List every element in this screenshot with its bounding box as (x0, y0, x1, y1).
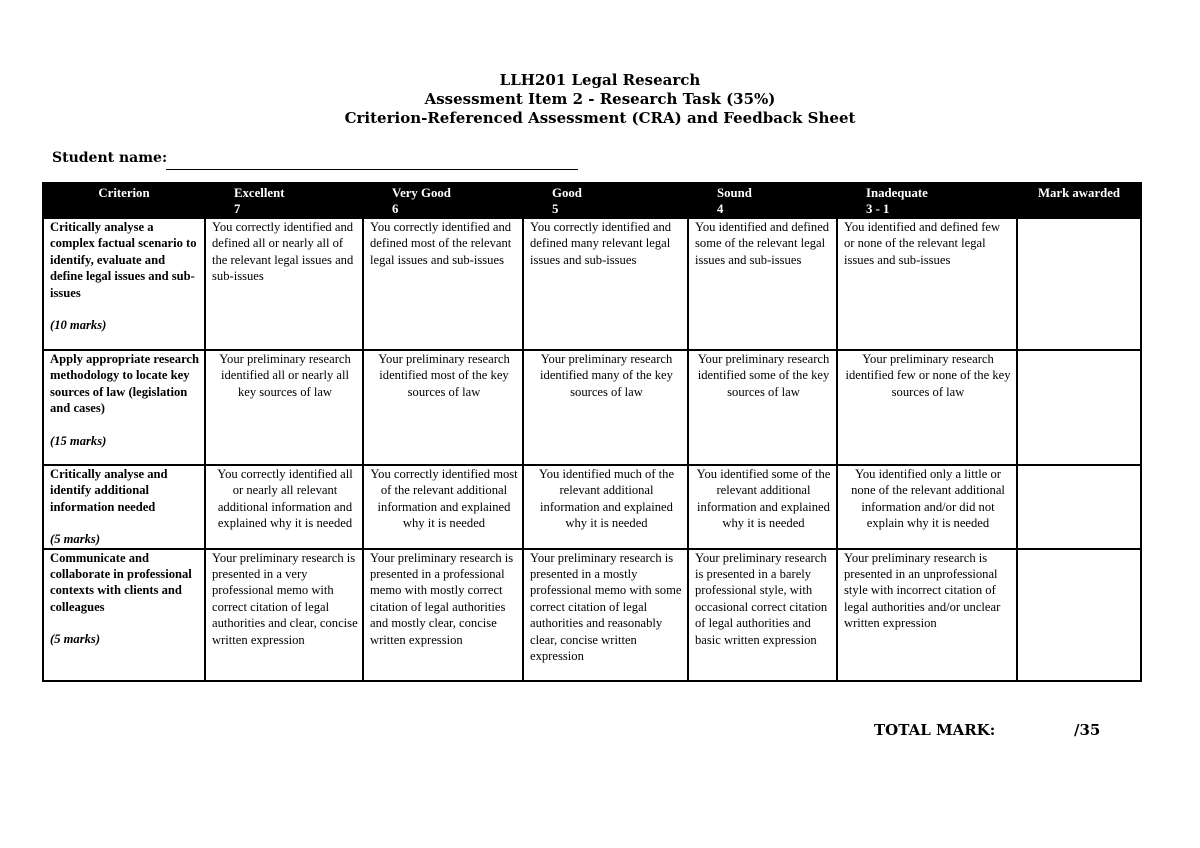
rubric-cell: Your preliminary research is presented in an unprofessional style with incorrect citation of legal authorities and/or unclear written expression (837, 549, 1017, 681)
rubric-cell: You correctly identified and defined most of the relevant legal issues and sub-issues (363, 218, 523, 350)
rubric-cell: Your preliminary research identified all or nearly all key sources of law (205, 350, 363, 465)
mark-awarded-cell[interactable] (1017, 465, 1141, 549)
mark-awarded-cell[interactable] (1017, 549, 1141, 681)
header-criterion: Criterion (43, 183, 205, 218)
rubric-cell: Your preliminary research identified some of the key sources of law (688, 350, 837, 465)
header-inadequate: Inadequate 3 - 1 (837, 183, 1017, 218)
rubric-cell: Your preliminary research is presented in a very professional memo with correct citation of legal authorities and clear, concise written expression (205, 549, 363, 681)
rubric-cell: You correctly identified all or nearly all relevant additional information and explained why it is needed (205, 465, 363, 549)
course-title: LLH201 Legal Research (499, 71, 701, 89)
rubric-cell: Your preliminary research identified few or none of the key sources of law (837, 350, 1017, 465)
rubric-cell: Your preliminary research is presented in a barely professional style, with occasional correct citation of legal authorities and basic written expression (688, 549, 837, 681)
rubric-cell: You identified some of the relevant additional information and explained why it is needed (688, 465, 837, 549)
document-title-block (0, 71, 1200, 128)
header-very-good: Very Good 6 (363, 183, 523, 218)
sheet-title: Criterion-Referenced Assessment (CRA) and Feedback Sheet (344, 109, 856, 127)
mark-awarded-cell[interactable] (1017, 350, 1141, 465)
mark-awarded-cell[interactable] (1017, 218, 1141, 350)
table-row (43, 549, 1141, 681)
rubric-cell: Your preliminary research is presented in a mostly professional memo with some correct citation of legal authorities and reasonably clear, concise written expression (523, 549, 688, 681)
table-row (43, 218, 1141, 350)
table-row (43, 350, 1141, 465)
rubric-cell: You identified much of the relevant additional information and explained why it is needed (523, 465, 688, 549)
header-sound: Sound 4 (688, 183, 837, 218)
table-row (43, 465, 1141, 549)
rubric-cell: Your preliminary research identified many of the key sources of law (523, 350, 688, 465)
header-excellent: Excellent 7 (205, 183, 363, 218)
criterion-cell: Critically analyse a complex factual scenario to identify, evaluate and define legal issues and sub-issues (10 marks) (43, 218, 205, 350)
assessment-title: Assessment Item 2 - Research Task (35%) (424, 90, 776, 108)
header-mark-awarded: Mark awarded (1017, 183, 1141, 218)
header-good: Good 5 (523, 183, 688, 218)
rubric-cell: Your preliminary research identified most of the key sources of law (363, 350, 523, 465)
student-name-label: Student name: (52, 150, 168, 166)
total-mark-label: TOTAL MARK: (874, 721, 996, 739)
rubric-cell: You correctly identified and defined many relevant legal issues and sub-issues (523, 218, 688, 350)
criterion-cell: Apply appropriate research methodology to locate key sources of law (legislation and cases) (15 marks) (43, 350, 205, 465)
rubric-cell: You identified and defined few or none of the relevant legal issues and sub-issues (837, 218, 1017, 350)
total-mark-out-of: /35 (1074, 721, 1101, 739)
criterion-cell: Critically analyse and identify additional information needed (5 marks) (43, 465, 205, 549)
student-name-field[interactable] (166, 169, 578, 170)
rubric-cell: You identified and defined some of the relevant legal issues and sub-issues (688, 218, 837, 350)
criterion-cell: Communicate and collaborate in professional contexts with clients and colleagues (5 marks) (43, 549, 205, 681)
rubric-cell: You correctly identified most of the relevant additional information and explained why it is needed (363, 465, 523, 549)
rubric-cell: You identified only a little or none of the relevant additional information and/or did not explain why it is needed (837, 465, 1017, 549)
cra-rubric-table (42, 182, 1142, 682)
rubric-cell: Your preliminary research is presented in a professional memo with mostly correct citation of legal authorities and mostly clear, concise written expression (363, 549, 523, 681)
table-header-row (43, 183, 1141, 218)
rubric-cell: You correctly identified and defined all or nearly all of the relevant legal issues and sub-issues (205, 218, 363, 350)
